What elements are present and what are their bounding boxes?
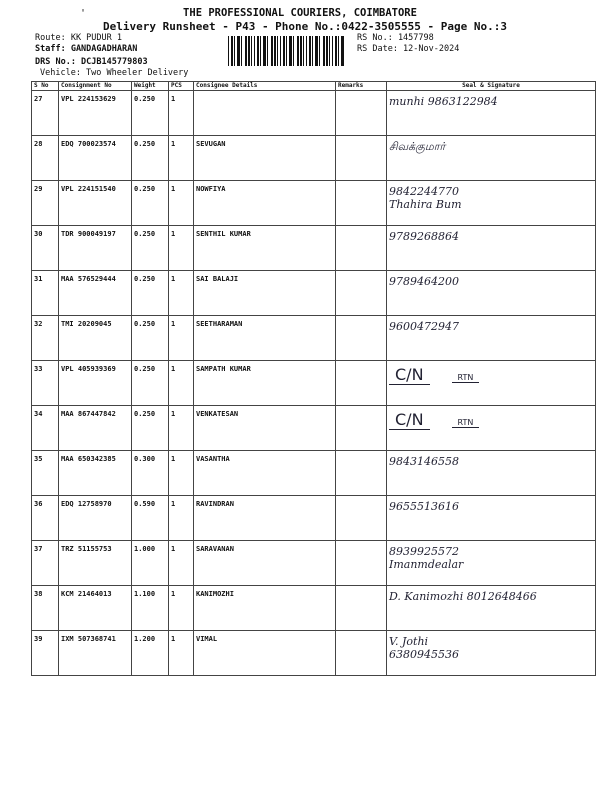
scan-speck: ' xyxy=(80,8,87,19)
cell-consignment: TMI 20209045 xyxy=(59,316,132,361)
staff-label: Staff: GANDAGADHARAN xyxy=(35,44,138,54)
return-stamp: RTN xyxy=(452,418,480,428)
cell-pcs: 1 xyxy=(169,226,194,271)
cell-pcs: 1 xyxy=(169,451,194,496)
header-sno: S No xyxy=(32,82,59,91)
table-row xyxy=(32,496,596,541)
cell-pcs: 1 xyxy=(169,136,194,181)
cell-consignee: KANIMOZHI xyxy=(194,586,336,631)
rs-date: RS Date: 12-Nov-2024 xyxy=(357,44,460,54)
handwritten-signature: 6380945536 xyxy=(389,648,459,661)
header-consignee: Consignee Details xyxy=(194,82,336,91)
handwritten-signature: 9843146558 xyxy=(389,455,459,468)
vehicle-label: Vehicle: Two Wheeler Delivery xyxy=(40,68,189,78)
cell-remarks xyxy=(336,181,387,226)
cell-signature xyxy=(387,631,596,676)
cell-remarks xyxy=(336,226,387,271)
cell-sno: 27 xyxy=(32,91,59,136)
barcode-bar xyxy=(283,36,285,66)
barcode-bar xyxy=(306,36,307,66)
cell-remarks xyxy=(336,541,387,586)
handwritten-signature: V. Jothi xyxy=(389,635,429,648)
barcode-bar xyxy=(332,36,333,66)
cell-pcs: 1 xyxy=(169,586,194,631)
handwritten-signature: 9655513616 xyxy=(389,500,459,513)
barcode-bar xyxy=(286,36,287,66)
table-row xyxy=(32,451,596,496)
cell-consignment: MAA 576529444 xyxy=(59,271,132,316)
cell-consignment: EDQ 12758970 xyxy=(59,496,132,541)
cell-consignment: EDQ 700023574 xyxy=(59,136,132,181)
cell-remarks xyxy=(336,361,387,406)
return-stamp: C/N xyxy=(389,410,430,430)
cell-weight: 1.200 xyxy=(132,631,169,676)
cell-consignment: MAA 867447842 xyxy=(59,406,132,451)
cell-weight: 0.590 xyxy=(132,496,169,541)
cell-sno: 28 xyxy=(32,136,59,181)
table-row xyxy=(32,316,596,361)
cell-sno: 39 xyxy=(32,631,59,676)
header-signature: Seal & Signature xyxy=(387,82,596,91)
table-row xyxy=(32,181,596,226)
barcode-bar xyxy=(315,36,318,66)
barcode-bar xyxy=(309,36,311,66)
cell-consignee: SAI BALAJI xyxy=(194,271,336,316)
table-row xyxy=(32,136,596,181)
barcode-bar xyxy=(271,36,273,66)
cell-pcs: 1 xyxy=(169,181,194,226)
barcode-bar xyxy=(300,36,302,66)
barcode-bar xyxy=(329,36,330,66)
handwritten-signature: D. Kanimozhi 8012648466 xyxy=(389,590,537,603)
return-stamp: RTN xyxy=(452,373,480,383)
barcode-bar xyxy=(312,36,313,66)
cell-remarks xyxy=(336,271,387,316)
cell-pcs: 1 xyxy=(169,541,194,586)
cell-sno: 30 xyxy=(32,226,59,271)
cell-weight: 0.250 xyxy=(132,316,169,361)
cell-weight: 0.250 xyxy=(132,406,169,451)
cell-signature xyxy=(387,586,596,631)
cell-weight: 0.250 xyxy=(132,91,169,136)
cell-signature xyxy=(387,496,596,541)
cell-consignment: MAA 650342385 xyxy=(59,451,132,496)
cell-remarks xyxy=(336,91,387,136)
header-pcs: PCS xyxy=(169,82,194,91)
return-stamp: C/N xyxy=(389,365,430,385)
table-row xyxy=(32,91,596,136)
cell-consignee: SENTHIL KUMAR xyxy=(194,226,336,271)
handwritten-signature: 9600472947 xyxy=(389,320,459,333)
cell-weight: 1.000 xyxy=(132,541,169,586)
cell-remarks xyxy=(336,451,387,496)
cell-signature xyxy=(387,451,596,496)
runsheet-table xyxy=(31,81,596,676)
barcode-bar xyxy=(303,36,304,66)
cell-consignee: VIMAL xyxy=(194,631,336,676)
header-consignment: Consignment No xyxy=(59,82,132,91)
cell-sno: 35 xyxy=(32,451,59,496)
cell-signature xyxy=(387,271,596,316)
cell-consignment: TRZ 51155753 xyxy=(59,541,132,586)
rs-number: RS No.: 1457798 xyxy=(357,33,434,43)
barcode-bar xyxy=(254,36,255,66)
barcode-bar xyxy=(257,36,259,66)
cell-consignee: SEVUGAN xyxy=(194,136,336,181)
cell-remarks xyxy=(336,316,387,361)
barcode-bar xyxy=(323,36,325,66)
cell-remarks xyxy=(336,496,387,541)
barcode-bar xyxy=(341,36,344,66)
cell-sno: 36 xyxy=(32,496,59,541)
cell-consignment: VPL 224153629 xyxy=(59,91,132,136)
handwritten-signature: Thahira Bum xyxy=(389,198,462,211)
barcode-bar xyxy=(319,36,320,66)
cell-weight: 0.250 xyxy=(132,136,169,181)
cell-remarks xyxy=(336,631,387,676)
cell-consignee: RAVINDRAN xyxy=(194,496,336,541)
table-row xyxy=(32,271,596,316)
cell-consignee: SEETHARAMAN xyxy=(194,316,336,361)
cell-consignee xyxy=(194,91,336,136)
cell-signature xyxy=(387,181,596,226)
cell-remarks xyxy=(336,586,387,631)
cell-consignee: VASANTHA xyxy=(194,451,336,496)
cell-consignee: VENKATESAN xyxy=(194,406,336,451)
cell-consignee: SARAVANAN xyxy=(194,541,336,586)
barcode-bar xyxy=(297,36,299,66)
cell-signature xyxy=(387,406,596,451)
barcode-bar xyxy=(248,36,250,66)
barcode-bar xyxy=(241,36,242,66)
route-label: Route: KK PUDUR 1 xyxy=(35,33,122,43)
barcode-bar xyxy=(234,36,235,66)
barcode-image xyxy=(228,36,346,66)
barcode-bar xyxy=(338,36,339,66)
cell-sno: 32 xyxy=(32,316,59,361)
cell-sno: 31 xyxy=(32,271,59,316)
barcode-bar xyxy=(260,36,261,66)
cell-weight: 0.250 xyxy=(132,181,169,226)
cell-pcs: 1 xyxy=(169,271,194,316)
barcode-bar xyxy=(237,36,240,66)
cell-consignment: TDR 900049197 xyxy=(59,226,132,271)
cell-sno: 37 xyxy=(32,541,59,586)
cell-pcs: 1 xyxy=(169,361,194,406)
barcode-bar xyxy=(231,36,233,66)
cell-consignment: KCM 21464013 xyxy=(59,586,132,631)
cell-consignment: VPL 405939369 xyxy=(59,361,132,406)
cell-pcs: 1 xyxy=(169,631,194,676)
cell-weight: 1.100 xyxy=(132,586,169,631)
cell-consignee: SAMPATH KUMAR xyxy=(194,361,336,406)
table-row xyxy=(32,406,596,451)
cell-pcs: 1 xyxy=(169,316,194,361)
cell-signature xyxy=(387,361,596,406)
cell-weight: 0.300 xyxy=(132,451,169,496)
cell-sno: 33 xyxy=(32,361,59,406)
table-header-row xyxy=(32,82,596,91)
cell-signature xyxy=(387,136,596,181)
cell-weight: 0.250 xyxy=(132,271,169,316)
table-row xyxy=(32,541,596,586)
cell-remarks xyxy=(336,136,387,181)
handwritten-signature: Imanmdealar xyxy=(389,558,464,571)
cell-pcs: 1 xyxy=(169,496,194,541)
cell-consignee: NOWFIYA xyxy=(194,181,336,226)
barcode-bar xyxy=(335,36,337,66)
runsheet-subtitle: Delivery Runsheet - P43 - Phone No.:0422-3505555 - Page No.:3 xyxy=(103,20,507,33)
header-weight: Weight xyxy=(132,82,169,91)
barcode-bar xyxy=(267,36,268,66)
handwritten-signature: 8939925572 xyxy=(389,545,459,558)
cell-signature xyxy=(387,541,596,586)
barcode-bar xyxy=(293,36,294,66)
barcode-bar xyxy=(228,36,229,66)
handwritten-signature: 9789268864 xyxy=(389,230,459,243)
cell-signature xyxy=(387,91,596,136)
barcode-bar xyxy=(274,36,276,66)
cell-consignment: VPL 224151540 xyxy=(59,181,132,226)
company-title: THE PROFESSIONAL COURIERS, COIMBATORE xyxy=(183,7,417,19)
table-row xyxy=(32,361,596,406)
header-remarks: Remarks xyxy=(336,82,387,91)
handwritten-signature: 9789464200 xyxy=(389,275,459,288)
cell-sno: 29 xyxy=(32,181,59,226)
drs-number: DRS No.: DCJB145779803 xyxy=(35,57,148,67)
cell-weight: 0.250 xyxy=(132,361,169,406)
cell-sno: 38 xyxy=(32,586,59,631)
table-row xyxy=(32,226,596,271)
table-row xyxy=(32,631,596,676)
barcode-bar xyxy=(289,36,292,66)
cell-sno: 34 xyxy=(32,406,59,451)
handwritten-signature: 9842244770 xyxy=(389,185,459,198)
barcode-bar xyxy=(263,36,266,66)
handwritten-signature: சிவக்குமார் xyxy=(389,140,446,153)
cell-signature xyxy=(387,226,596,271)
cell-pcs: 1 xyxy=(169,406,194,451)
table-row xyxy=(32,586,596,631)
barcode-bar xyxy=(280,36,281,66)
barcode-bar xyxy=(326,36,328,66)
cell-consignment: IXM 507368741 xyxy=(59,631,132,676)
cell-remarks xyxy=(336,406,387,451)
cell-weight: 0.250 xyxy=(132,226,169,271)
cell-pcs: 1 xyxy=(169,91,194,136)
handwritten-signature: munhi 9863122984 xyxy=(389,95,498,108)
cell-signature xyxy=(387,316,596,361)
barcode-bar xyxy=(245,36,247,66)
barcode-bar xyxy=(251,36,252,66)
barcode-bar xyxy=(277,36,278,66)
